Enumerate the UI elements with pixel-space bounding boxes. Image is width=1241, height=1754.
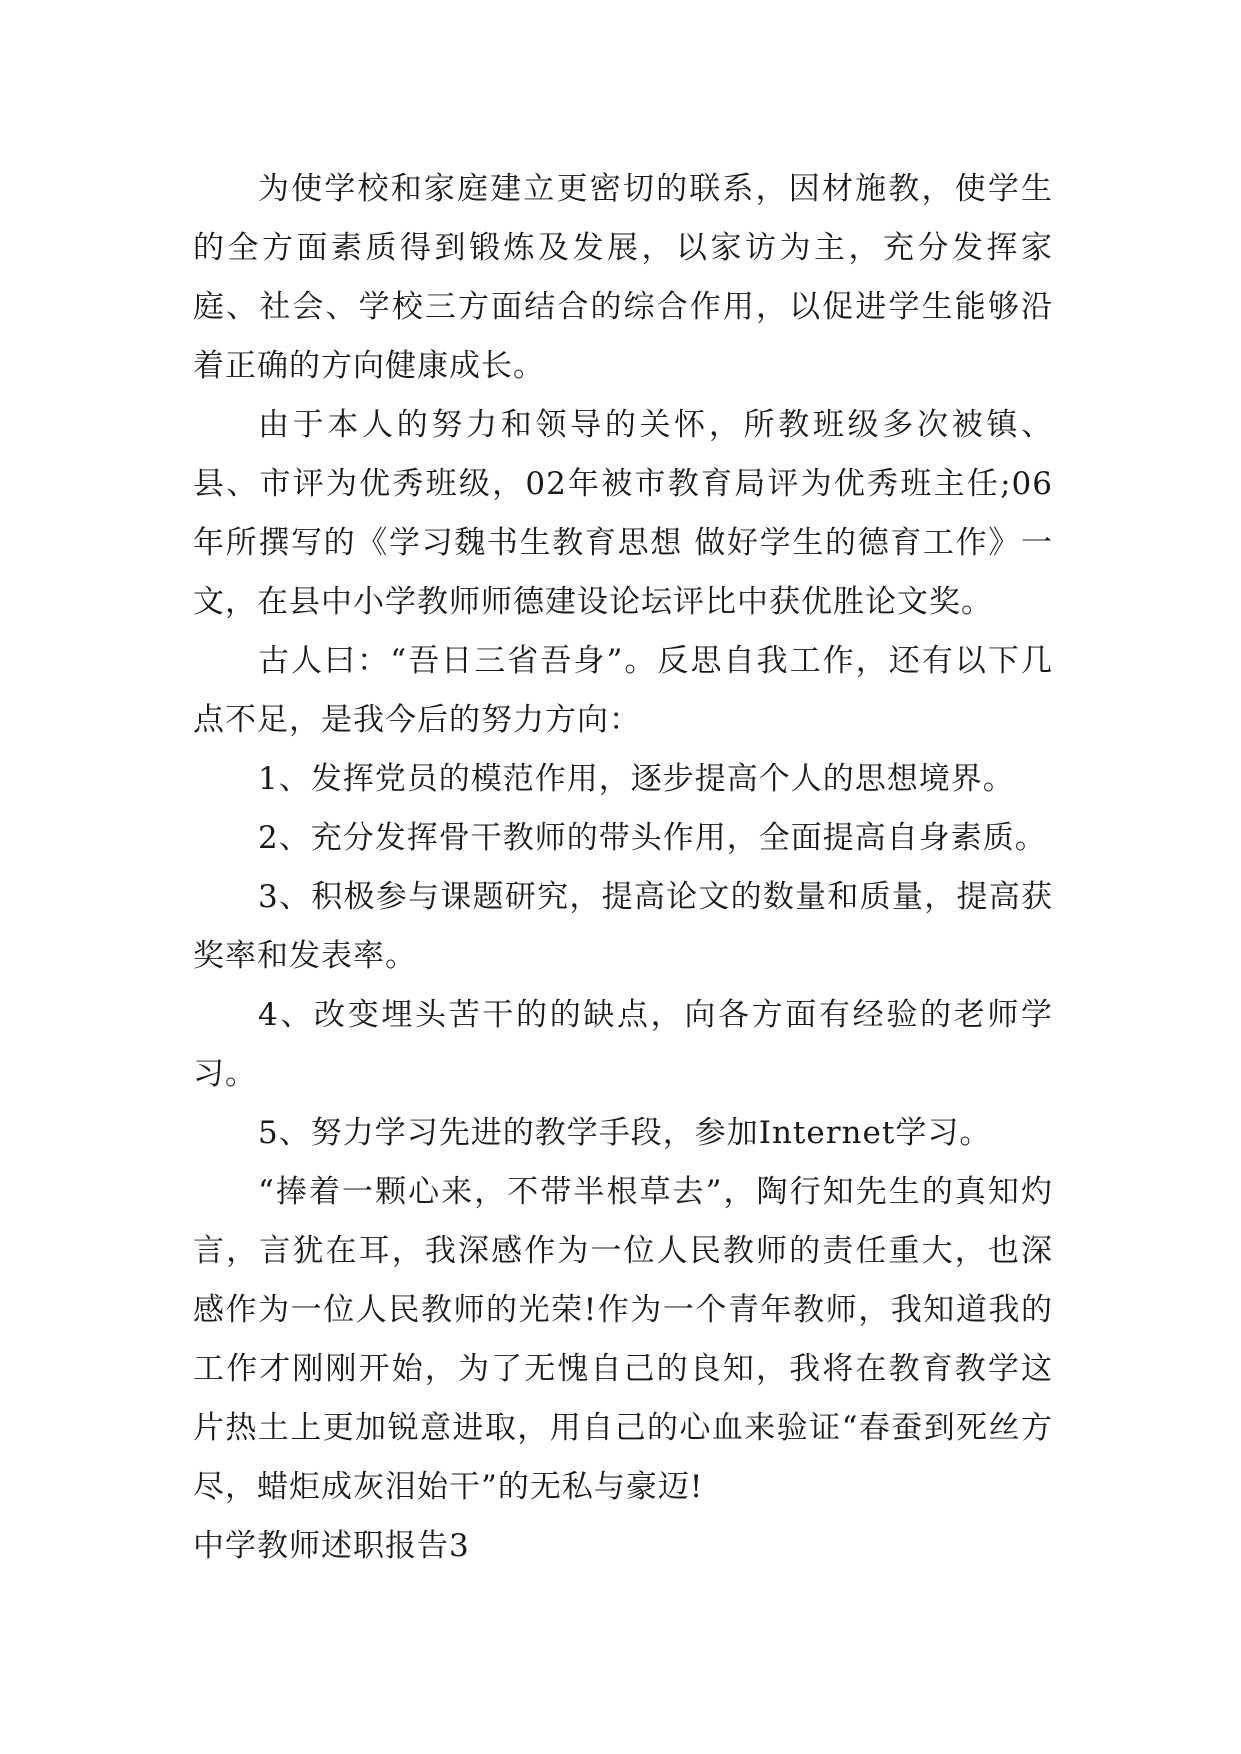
- list-item-2: 2、充分发挥骨干教师的带头作用，全面提高自身素质。: [258, 820, 1047, 856]
- paragraph-achievements: 由于本人的努力和领导的关怀，所教班级多次被镇、县、市评为优秀班级，02年被市教育局评为优秀班主任;06年所撰写的《学习魏书生教育思想 做好学生的德育工作》一文，在县中小学教师师德建设论坛评比中获优胜论文奖。: [193, 407, 1053, 620]
- list-item-5: 5、努力学习先进的教学手段，参加Internet学习。: [258, 1115, 992, 1151]
- list-item-1: 1、发挥党员的模范作用，逐步提高个人的思想境界。: [258, 761, 1015, 797]
- list-item-4: 4、改变埋头苦干的的缺点，向各方面有经验的老师学习。: [193, 997, 1053, 1092]
- paragraph-conclusion: “捧着一颗心来，不带半根草去”，陶行知先生的真知灼言，言犹在耳，我深感作为一位人民教师的责任重大，也深感作为一位人民教师的光荣!作为一个青年教师，我知道我的工作才刚刚开始，为了无愧自己的良知，我将在教育教学这片热土上更加锐意进取，用自己的心血来验证“春蚕到死丝方尽，蜡炬成灰泪始干”的无私与豪迈!: [193, 1174, 1053, 1505]
- paragraph-self-reflection: 古人曰：“吾日三省吾身”。反思自我工作，还有以下几点不足，是我今后的努力方向：: [193, 643, 1053, 738]
- document-body: [193, 160, 1053, 1576]
- section-heading: 中学教师述职报告3: [193, 1528, 470, 1564]
- list-item-3: 3、积极参与课题研究，提高论文的数量和质量，提高获奖率和发表率。: [193, 879, 1053, 974]
- paragraph-home-visit: 为使学校和家庭建立更密切的联系，因材施教，使学生的全方面素质得到锻炼及发展，以家访为主，充分发挥家庭、社会、学校三方面结合的综合作用，以促进学生能够沿着正确的方向健康成长。: [193, 171, 1053, 384]
